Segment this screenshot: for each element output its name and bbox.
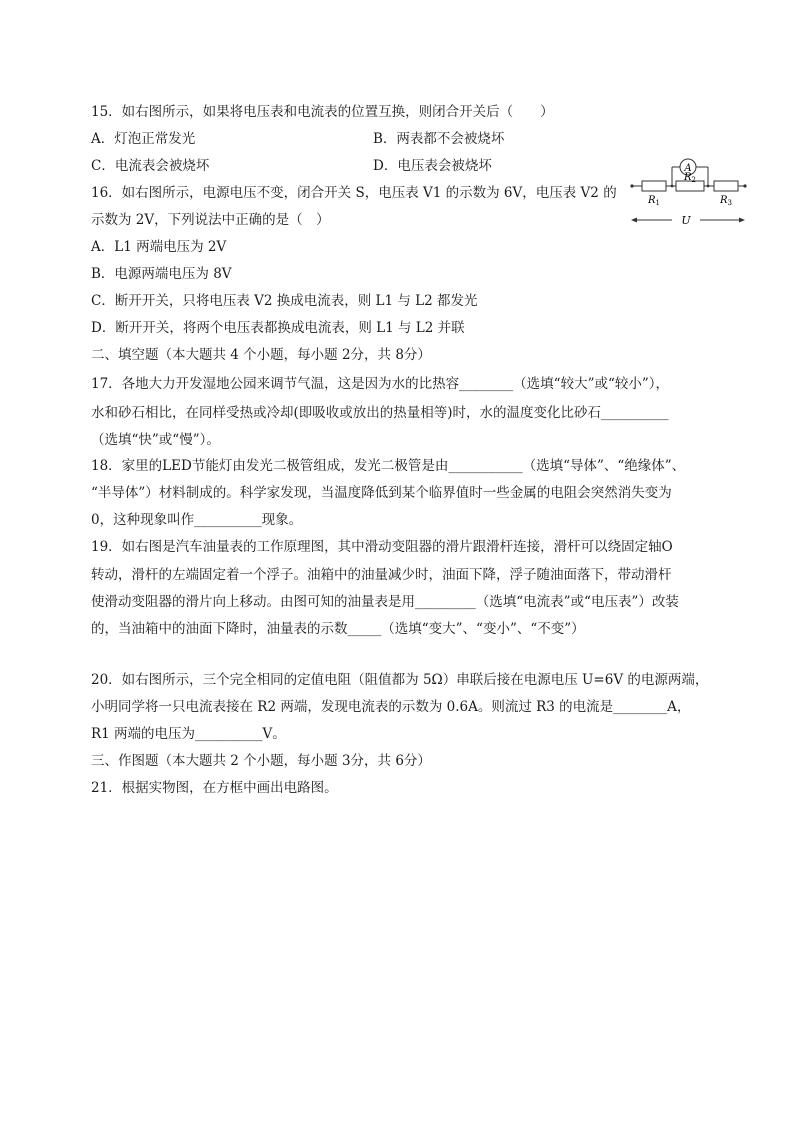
- junction-left: [671, 185, 674, 188]
- q19-line-2: 转动，滑杆的左端固定着一个浮子。油箱中的油量减少时，油面下降，浮子随油面落下，带动滑杆: [91, 567, 672, 583]
- voltage-label: U: [681, 214, 691, 227]
- q15-stem: 15．如右图所示，如果将电压表和电流表的位置互换，则闭合开关后（ ）: [91, 104, 554, 120]
- r3-label: $R_3$: [720, 195, 732, 207]
- q17-line-1: 17．各地大力开发湿地公园来调节气温，这是因为水的比热容________（选填“较大”或“较小”），: [91, 376, 670, 392]
- q16-option-c: C．断开开关，只将电压表 V2 换成电流表，则 L1 与 L2 都发光: [91, 293, 478, 309]
- q19-line-3: 使滑动变阻器的滑片向上移动。由图可知的油量表是用_________（选填“电流表”或“电压表”）改装: [91, 594, 679, 610]
- q15-option-b: B．两表都不会被烧坏: [373, 131, 505, 147]
- q15-option-d: D．电压表会被烧坏: [373, 158, 492, 174]
- r1-label: $R_1$: [648, 195, 660, 207]
- q16-stem-line-1: 16．如右图所示，电源电压不变，闭合开关 S，电压表 V1 的示数为 6V，电压表 V2 的: [91, 185, 617, 201]
- q21-stem: 21．根据实物图，在方框中画出电路图。: [91, 780, 338, 796]
- q18-line-1: 18．家里的LED节能灯由发光二极管组成，发光二极管是由___________（选填“导体”、“绝缘体”、: [91, 458, 686, 474]
- arrow-right-icon: [739, 218, 745, 223]
- q19-line-4: 的，当油箱中的油面下降时，油量表的示数_____（选填“变大”、“变小”、“不变”）: [91, 621, 585, 637]
- resistor-r1: [642, 181, 666, 191]
- q20-line-3: R1 两端的电压为__________V。: [91, 726, 286, 742]
- section-3-heading: 三、作图题（本大题共 2 个小题，每小题 3分，共 6分）: [91, 753, 431, 769]
- q20-line-2: 小明同学将一只电流表接在 R2 两端，发现电流表的示数为 0.6A。则流过 R3 的电流是________A，: [91, 699, 691, 715]
- q17-line-2: 水和砂石相比，在同样受热或冷却(即吸收或放出的热量相等)时，水的温度变化比砂石__________: [91, 405, 669, 421]
- q16-option-d: D．断开开关，将两个电压表都换成电流表，则 L1 与 L2 并联: [91, 320, 465, 336]
- terminal-right: [743, 184, 746, 187]
- q16-stem-line-2: 示数为 2V，下列说法中正确的是（ ）: [91, 212, 330, 228]
- q16-option-a: A．L1 两端电压为 2V: [91, 239, 227, 255]
- ammeter-label: A: [684, 163, 692, 174]
- q17-line-3: （选填“快”或“慢”）。: [91, 432, 220, 448]
- q15-option-a: A．灯泡正常发光: [91, 131, 196, 147]
- q20-line-1: 20．如右图所示，三个完全相同的定值电阻（阻值都为 5Ω）串联后接在电源电压 U=6V 的电源两端，: [91, 672, 709, 688]
- q19-line-1: 19．如右图是汽车油量表的工作原理图，其中滑动变阻器的滑片跟滑杆连接，滑杆可以绕固定轴O: [91, 539, 673, 555]
- junction-right: [707, 185, 710, 188]
- q15-option-c: C．电流表会被烧坏: [91, 158, 210, 174]
- resistor-r3: [714, 181, 738, 191]
- q18-line-2: “半导体”）材料制成的。科学家发现，当温度降低到某个临界值时一些金属的电阻会突然消失变为: [91, 485, 672, 501]
- arrow-left-icon: [631, 218, 637, 223]
- q18-line-3: 0，这种现象叫作__________现象。: [91, 512, 303, 528]
- r2-label: $R_2$: [684, 172, 696, 184]
- terminal-left: [630, 184, 633, 187]
- q16-option-b: B．电源两端电压为 8V: [91, 266, 232, 282]
- section-2-heading: 二、填空题（本大题共 4 个小题，每小题 2分，共 8分）: [91, 347, 431, 363]
- series-resistor-circuit-diagram: [628, 150, 748, 236]
